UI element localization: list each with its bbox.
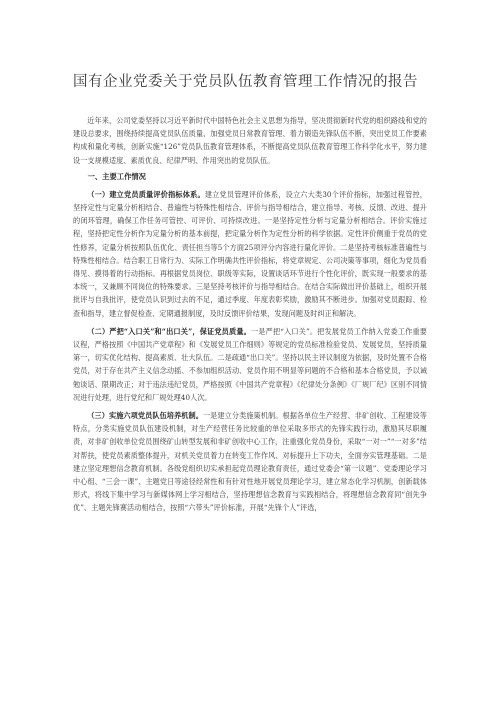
paragraph-2 <box>73 325 427 404</box>
paragraph-2-lead: （二）严把“入口关”和“出口关”，保证党员质量。 <box>87 326 251 336</box>
paragraph-1-body: 建立党员管理评价体系，设立六大类30个评价指标，加强过程管控，坚持定性与定量分析相结合、普遍性与特殊性相结合、评价与指导相结合，建立指导、考核、反馈、改进、提升的闭环管理，确保工作任务可管控、可评价、可持续改进。一是坚持定性分析与定量分析相结合。评价实施过程，坚持把定性分析作为定量分析的基本前提，把定量分析作为定性分析的科学依据。定性评价侧重于党员的党性修养，定量分析按照队伍优化、责任担当等5个方面25项评分内容进行量化评价。二是坚持考核标准普遍性与特殊性相结合。结合职工日常行为、实际工作明确共性评价指标，将党章规定、公司决策等事项，细化为党员看得见、摸得着的行动指标。再根据党员岗位、职级等实际，设置谈话环节进行个性化评价，既实现一般要求的基本统一，又兼顾不同岗位的特殊要求。三是坚持考核评价与指导相结合。在结合实际做出评价基础上，组织开展批评与自我批评，使党员认识到过去的不足，通过季度、年度表彰奖励，激励其不断进步。加强对党员跟踪、检查和指导，建立督促检查、定期通报制度，及时反馈评价结果，发现问题及时纠正和解决。 <box>73 189 427 318</box>
paragraph-3-body: 一是建立分类施策机制。根据各单位生产经营、非矿创收、工程建设等特点，分类实施党员队伍建设机制，对生产经营任务比较重的单位采取多形式的先锋实践行动，激励其尽职履责，对非矿创收单位党员围绕矿山转型发展和非矿创收中心工作，注重强化党员身份，采取“一对一”“一对多”结对帮扶，使党员素质整体提升，对机关党员着力在转变工作作风、对标提升上下功夫，全面夯实管理基础。二是建立坚定理想信念教育机制。各级党组织切实承担起党员理论教育责任，通过党委会“第一议题”、党委理论学习中心组、“三会一课”、主题党日等途径经常性和有针对性地开展党员理论学习，建立常态化学习机制，创新载体形式，将线下集中学习与新媒体网上学习相结合，坚持理想信念教育与实践相结合，将理想信念教育同“创先争优”、主题先锋赛活动相结合，按照“六带头”评价标准，开展“先锋个人”评选， <box>73 411 427 513</box>
intro-paragraph: 近年来，公司党委坚持以习近平新时代中国特色社会主义思想为指导，坚决贯彻新时代党的组织路线和党的建设总要求，围绕持续提高党员队伍质量、加强党员日常教育管理、着力锻造先锋队伍不断，突出党员工作要素构成和量化考核，创新实施“126”党员队伍教育管理体系，不断提高党员队伍教育管理工作科学化水平，努力建设一支规模适度、素质优良、纪律严明、作用突出的党员队伍。 <box>73 116 427 165</box>
document-title: 国有企业党委关于党员队伍教育管理工作情况的报告 <box>73 74 418 90</box>
paragraph-2-body: 一是严把“入口关”。把发展党员工作纳入党委工作重要议程，严格按照《中国共产党章程》和《发展党员工作细则》等规定的党员标准检验党员、发展党员，坚持质量第一，切实优化结构、提高素质、壮大队伍。二是疏通“出口关”。坚持以民主评议制度为依据，及时处置不合格党员，对于存在共产主义信念动摇、不参加组织活动、党员作用不明显等问题的不合格和基本合格党员，予以诫勉谈话、限期改正；对于违法违纪党员，严格按照《中国共产党章程》《纪律处分条例》《厂规厂纪》区别不同情况进行处理，进行党纪和厂规处理40人次。 <box>73 326 427 402</box>
paragraph-1 <box>73 188 427 320</box>
section-heading: 一、主要工作情况 <box>87 171 146 181</box>
paragraph-3 <box>73 409 427 515</box>
paragraph-1-lead: （一）建立党员质量评价指标体系。 <box>87 189 205 199</box>
paragraph-3-lead: （三）实施六项党员队伍培养机制。 <box>87 411 203 421</box>
